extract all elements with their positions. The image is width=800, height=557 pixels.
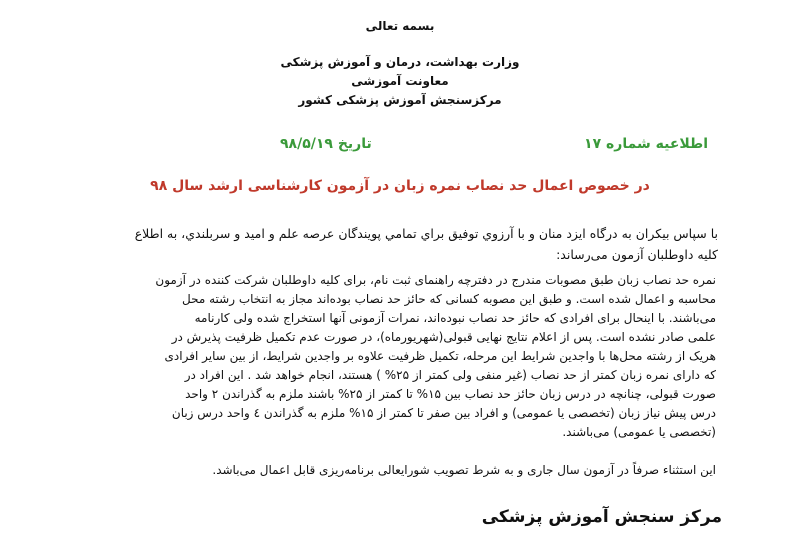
announcement-subject: در خصوص اعمال حد نصاب نمره زبان در آزمون کارشناسی ارشد سال ۹۸: [150, 178, 650, 194]
basmala-heading: بسمه تعالی: [365, 19, 435, 33]
center-name: مرکزسنجش آموزش پزشکی کشور: [298, 93, 502, 107]
body-line: محاسبه و اعمال شده است. و طبق این مصوبه کسانی که حائز حد نصاب بوده‌اند مجاز به انتخاب رشته محل: [182, 292, 716, 306]
signature: مرکز سنجش آموزش پزشکی: [481, 507, 722, 527]
body-line: که دارای نمره زبان کمتر از حد نصاب (غیر منفی ولی کمتر از ۲۵% ) هستند، انجام خواهد شد . این افراد در: [184, 368, 716, 382]
deputy-name: معاونت آموزشی: [351, 74, 449, 88]
body-line: هریک از رشته محل‌ها با واجدین شرایط این مرحله، تکمیل ظرفیت علاوه بر واجدین شرایط، از بین سایر افرادی: [164, 349, 716, 363]
intro-line: کلیه داوطلبان آزمون می‌رساند:: [556, 247, 718, 262]
body-line: (تخصصی یا عمومی) می‌باشند.: [562, 425, 716, 439]
ministry-name: وزارت بهداشت، درمان و آموزش پزشکی: [280, 55, 520, 69]
announcement-date: تاریخ ۹۸/۵/۱۹: [280, 136, 372, 152]
body-line: صورت قبولی، چنانچه در درس زبان حائز حد نصاب بین ۱۵% تا کمتر از ۲۵% باشند ملزم به گذراندن ۲ واحد: [185, 387, 716, 401]
announcement-number: اطلاعیه شماره ۱۷: [584, 136, 708, 152]
intro-line: با سپاس بیکران به درگاه ایزد منان و با آرزوي توفیق براي تمامي پویندگان عرصه علم و امید و سربلندي، به اطلاع: [134, 226, 718, 241]
body-line: نمره حد نصاب زبان طبق مصوبات مندرج در دفترچه راهنمای ثبت نام، برای کلیه داوطلبان شرکت کننده در آزمون: [155, 273, 716, 287]
closing-note: این استثناء صرفاً در آزمون سال جاری و به شرط تصویب شورایعالی برنامه‌ریزی قابل اعمال می‌باشد.: [212, 463, 716, 477]
body-line: می‌باشند. با اینحال برای افرادی که حائز حد نصاب نبوده‌اند، نمرات آزمونی آنها استخراج شده ولی کارنامه: [194, 311, 716, 325]
body-line: علمی صادر نشده است. پس از اعلام نتایج نهایی قبولی(شهریورماه)، در صورت عدم تکمیل ظرفیت پذیرش در: [171, 330, 716, 344]
body-line: درس پیش نیاز زبان (تخصصی یا عمومی) و افراد بین صفر تا کمتر از ۱۵% ملزم به گذراندن ٤ واحد درس زبان: [171, 406, 716, 420]
